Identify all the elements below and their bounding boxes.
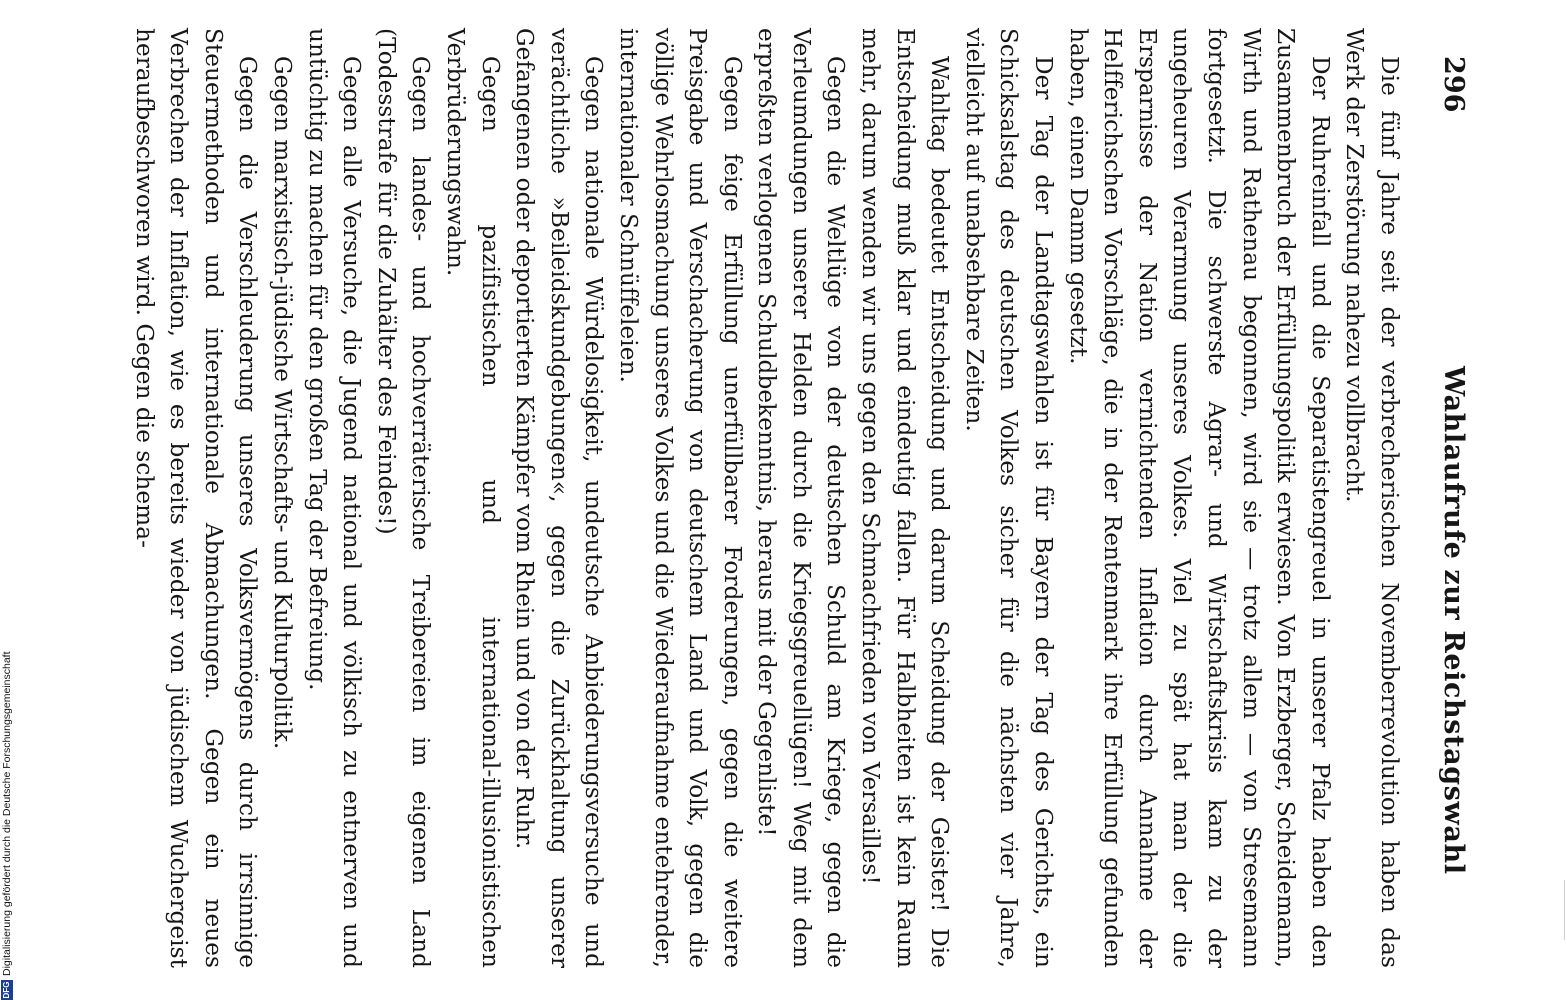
paragraph: Gegen die Verschleuderung unseres Volksvermögens durch irrsinnige Steuermethoden und internationale Abmachungen. Gegen ein neues Verbrechen der Inflation, wie es bereits wieder von jüdischem Wuchergeist heraufbeschworen wird. Gegen die schema-: [130, 28, 262, 968]
paragraph: Gegen pazifistischen und international-illusionistischen Verbrüderungswahn.: [441, 28, 504, 968]
body-text: [126, 28, 1410, 968]
paragraph: Gegen feige Erfüllung unerfüllbarer Forderungen, gegen die weitere Preisgabe und Verschacherung von deutschem Land und Volk, gegen die völlige Wehrlosmachung unseres Volkes und die Wiederaufnahme entehrender, internationaler Schnüffeleien.: [614, 28, 746, 968]
page-edge-mark: [1552, 880, 1565, 940]
page-number: 296: [1438, 56, 1469, 113]
paragraph: Der Tag der Landtagswahlen ist für Bayern der Tag des Gerichts, ein Schicksalstag des deutschen Volkes sicher für die nächsten vier Jahre, vielleicht auf unabsehbare Zeiten.: [960, 28, 1058, 968]
running-head: [1410, 28, 1470, 968]
paragraph: Wahltag bedeutet Entscheidung und darum Scheidung der Geister! Die Entscheidung muß klar und eindeutig fallen. Für Halbheiten ist kein Raum mehr, darum wenden wir uns gegen den Schmachfrieden von Versailles!: [857, 28, 954, 968]
paragraph: Gegen landes- und hochverräterische Treibereien im eigenen Land (Todesstrafe für die Zuhälter des Feindes!): [372, 28, 435, 968]
digitization-note-text: Digitalisierung gefördert durch die Deutsche Forschungsgemeinschaft: [1, 651, 13, 976]
paragraph: Der Ruhreinfall und die Separatistengreuel in unserer Pfalz haben den Zusammenbruch der Erfüllungspolitik erwiesen. Von Erzberger, Scheidemann, Wirth und Rathenau begonnen, wird sie — trotz allem — von Stresemann fortgesetzt. Die schwerste Agrar- und Wirtschaftskrisis kam zu der ungeheuren Verarmung unseres Volkes. Viel zu spät hat man der die Ersparnisse der Nation vernichtenden Inflation durch Annahme der Helfferichschen Vorschläge, die in der Rentenmark ihre Erfüllung gefunden haben, einen Damm gesetzt.: [1064, 28, 1334, 968]
dfg-logo: DFG: [2, 981, 11, 999]
digitization-note: [0, 580, 14, 1000]
paragraph: Gegen nationale Würdelosigkeit, undeutsche Anbiederungsversuche und verächtliche »Beileidskundgebungen«, gegen die Zurückhaltung unserer Gefangenen oder deportierten Kämpfer vom Rhein und von der Ruhr.: [511, 28, 608, 968]
paragraph: Gegen die Weltlüge von der deutschen Schuld am Kriege, gegen die Verleumdungen unserer Helden durch die Kriegsgreuellügen! Weg mit dem erpreßten verlogenen Schuldbekenntnis, heraus mit der Gegenliste!: [753, 28, 850, 968]
paragraph: Die fünf Jahre seit der verbrecherischen Novemberrevolution haben das Werk der Zerstörung nahezu vollbracht.: [1341, 28, 1403, 968]
rotated-book-page: [80, 28, 1470, 968]
paragraph: Gegen alle Versuche, die Jugend national und völkisch zu entnerven und untüchtig zu machen für den großen Tag der Befreiung.: [303, 28, 366, 968]
running-head-title: Wahlaufrufe zur Reichstagswahl: [1438, 366, 1469, 875]
paragraph: Gegen marxistisch-jüdische Wirtschafts- und Kulturpolitik.: [269, 56, 296, 750]
